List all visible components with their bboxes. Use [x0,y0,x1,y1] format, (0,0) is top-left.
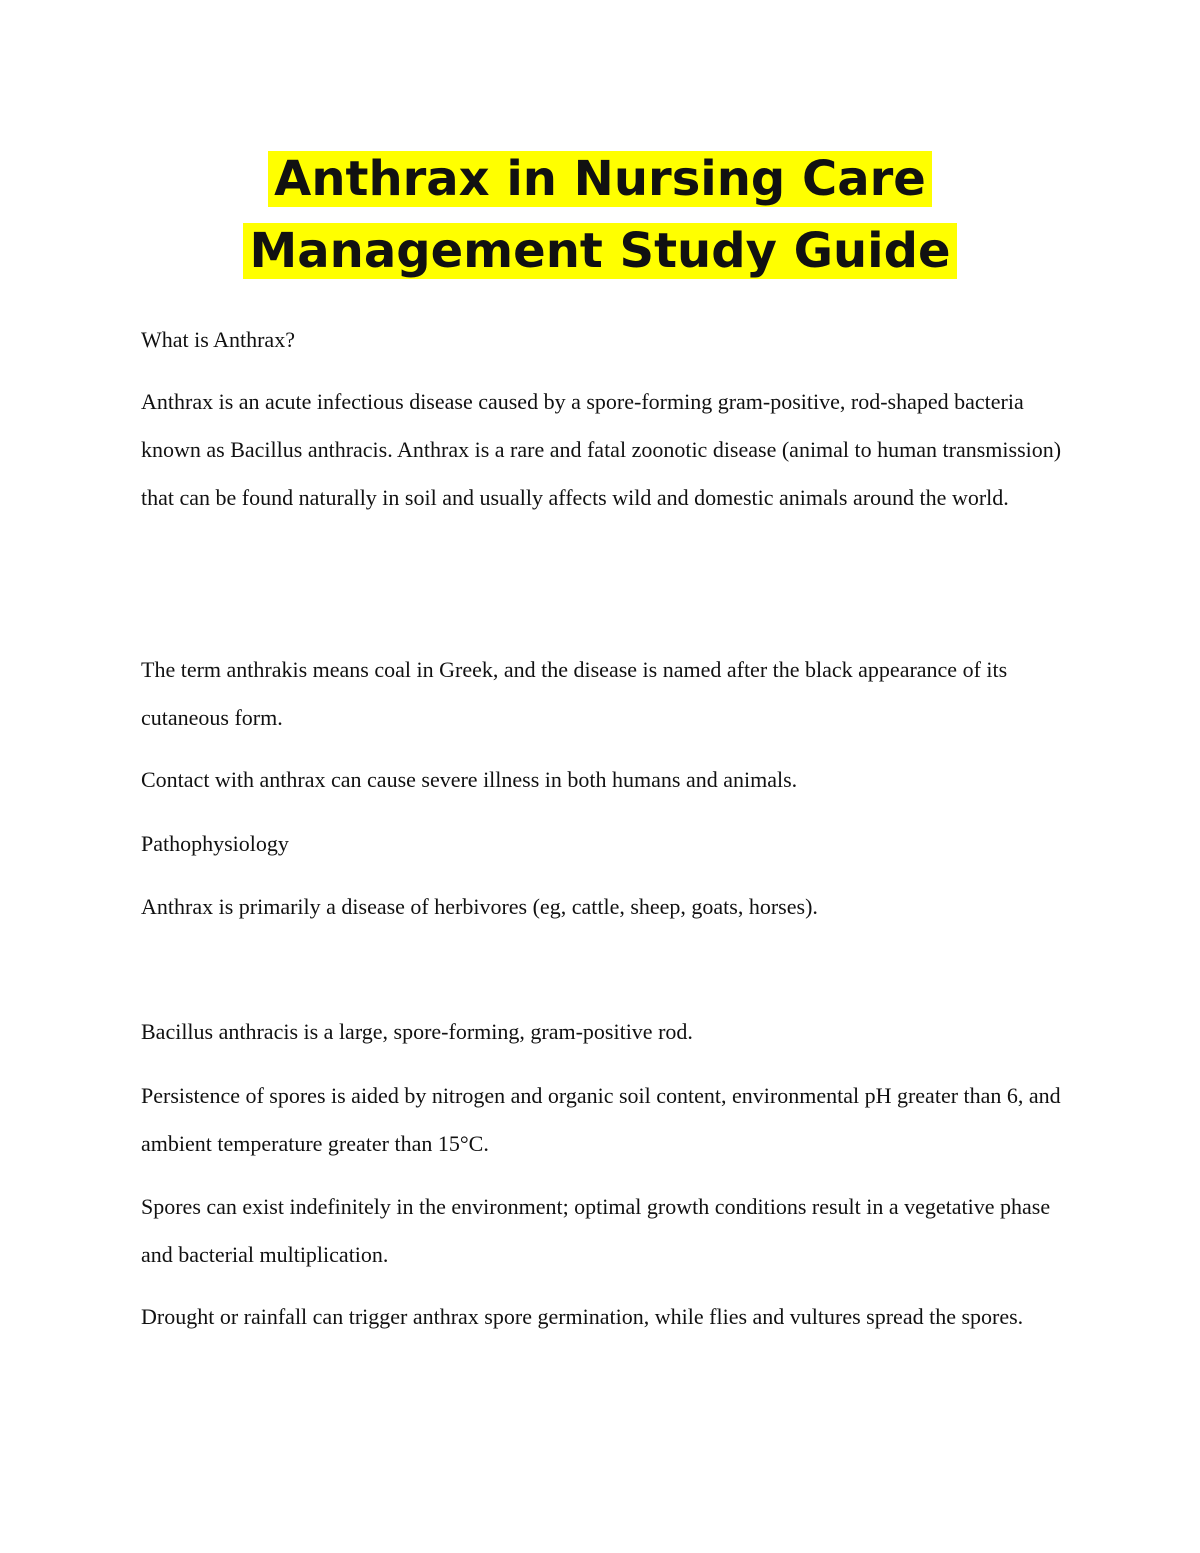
title-highlight-line-1: Anthrax in Nursing Care [268,151,932,207]
paragraph-spore-growth: Spores can exist indefinitely in the environment; optimal growth conditions result in a vegetative phase and bacterial multiplication. [141,1194,1051,1267]
paragraph-definition: Anthrax is an acute infectious disease caused by a spore-forming gram-positive, rod-shaped bacteria known as Bacillus anthracis. Anthrax is a rare and fatal zoonotic disease (animal to human transmission) that can be found naturally in soil and usually affects wild and domestic animals around the world. [141,389,1062,510]
paragraph-etymology: The term anthrakis means coal in Greek, and the disease is named after the black appearance of its cutaneous form. [141,657,1008,730]
paragraph-bacillus: Bacillus anthracis is a large, spore-forming, gram-positive rod. [141,1019,693,1044]
paragraph-spore-persistence: Persistence of spores is aided by nitrogen and organic soil content, environmental pH greater than 6, and ambient temperature greater than 15°C. [141,1083,1061,1156]
heading-pathophysiology: Pathophysiology [141,831,289,856]
paragraph-contact: Contact with anthrax can cause severe illness in both humans and animals. [141,767,798,792]
document-title [0,143,1200,287]
paragraph-germination: Drought or rainfall can trigger anthrax spore germination, while flies and vultures spread the spores. [141,1304,1024,1329]
heading-what-is-anthrax: What is Anthrax? [141,327,295,352]
title-highlight-line-2: Management Study Guide [243,223,956,279]
paragraph-herbivores: Anthrax is primarily a disease of herbivores (eg, cattle, sheep, goats, horses). [141,894,818,919]
